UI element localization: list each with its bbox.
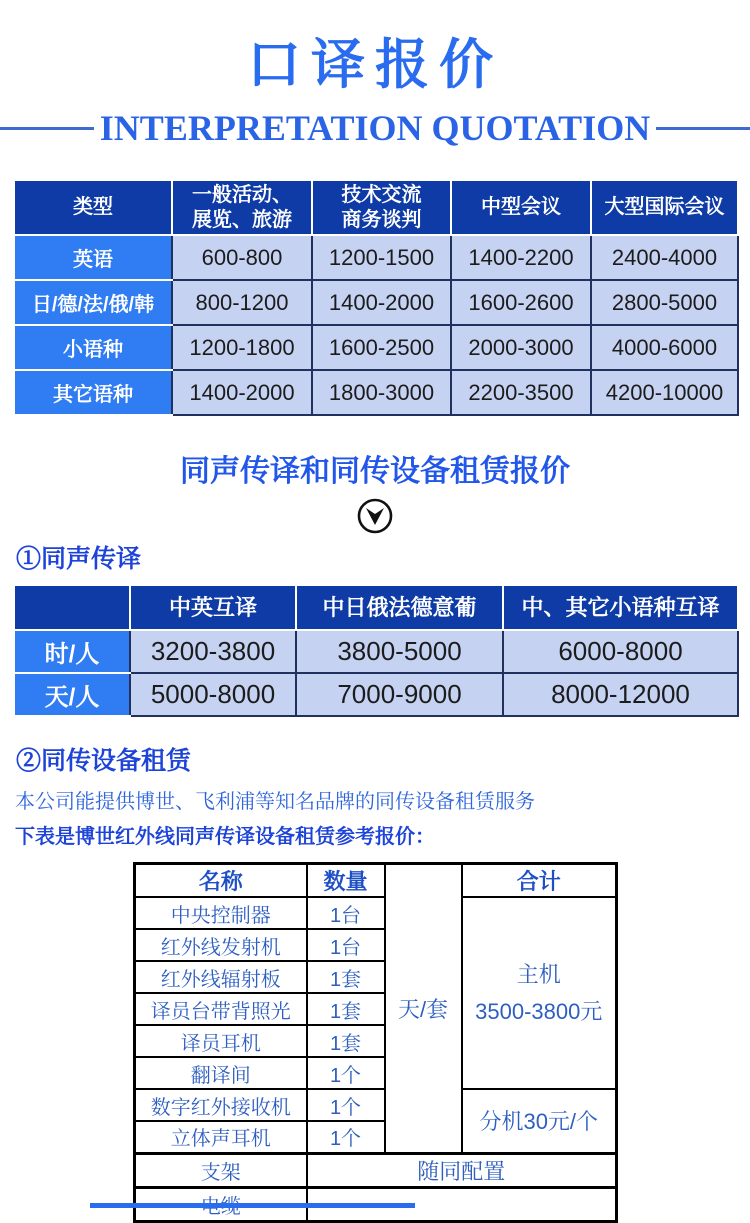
table-row <box>135 1089 617 1121</box>
price-cell: 1400-2000 <box>172 370 312 415</box>
table-header-row <box>14 585 738 630</box>
price-cell: 2400-4000 <box>591 235 738 280</box>
page-subtitle: INTERPRETATION QUOTATION <box>99 108 651 148</box>
subsection-title-equipment-rental: ②同传设备租赁 <box>16 747 192 775</box>
price-cell: 2800-5000 <box>591 280 738 325</box>
section-heading: 同声传译和同传设备租赁报价 <box>180 455 570 488</box>
item-name: 中央控制器 <box>135 897 307 929</box>
table-row <box>14 630 738 673</box>
unit-cell-day-per-set: 天/套 <box>385 864 462 1154</box>
header-cell-type: 类型 <box>14 180 172 235</box>
main-unit-price: 3500-3800元 <box>475 999 603 1024</box>
item-name: 红外线发射机 <box>135 929 307 961</box>
header-cell-cn-en: 中英互译 <box>130 585 296 630</box>
price-cell: 2000-3000 <box>451 325 591 370</box>
header-cell-total: 合计 <box>462 864 617 898</box>
item-quantity: 1套 <box>307 961 385 993</box>
item-quantity: 1个 <box>307 1121 385 1153</box>
main-unit-label: 主机 <box>516 961 561 987</box>
row-label-jp-de-fr-ru-kr: 日/德/法/俄/韩 <box>14 280 172 325</box>
equipment-table-caption: 下表是博世红外线同声传译设备租赁参考报价： <box>15 826 435 848</box>
quotation-page <box>0 22 750 1208</box>
price-cell: 2200-3500 <box>451 370 591 415</box>
table-row <box>14 235 738 280</box>
price-cell: 7000-9000 <box>296 673 503 716</box>
table-header-row <box>135 864 617 898</box>
header-cell-cn-minor: 中、其它小语种互译 <box>503 585 738 630</box>
right-divider-line <box>656 127 750 130</box>
equipment-rental-table <box>133 862 618 1223</box>
header-cell-cn-jp-ru-fr-de-it-pt: 中日俄法德意葡 <box>296 585 503 630</box>
table-row <box>14 280 738 325</box>
price-cell: 1600-2600 <box>451 280 591 325</box>
table-row <box>14 325 738 370</box>
item-quantity: 1台 <box>307 929 385 961</box>
row-label-per-hour: 时/人 <box>14 630 130 673</box>
price-cell: 1600-2500 <box>312 325 451 370</box>
price-cell: 1200-1500 <box>312 235 451 280</box>
header-cell-technical-exchange: 技术交流 商务谈判 <box>312 180 451 235</box>
row-label-english: 英语 <box>14 235 172 280</box>
header-cell-medium-conference: 中型会议 <box>451 180 591 235</box>
price-cell: 1800-3000 <box>312 370 451 415</box>
price-cell: 600-800 <box>172 235 312 280</box>
header-cell-name: 名称 <box>135 864 307 898</box>
price-cell: 5000-8000 <box>130 673 296 716</box>
row-label-per-day: 天/人 <box>14 673 130 716</box>
item-name: 立体声耳机 <box>135 1121 307 1153</box>
item-quantity: 1套 <box>307 1025 385 1057</box>
item-quantity: 1套 <box>307 993 385 1025</box>
price-cell: 8000-12000 <box>503 673 738 716</box>
item-name: 译员台带背照光 <box>135 993 307 1025</box>
item-name: 翻译间 <box>135 1057 307 1089</box>
header-cell-large-conference: 大型国际会议 <box>591 180 738 235</box>
price-cell: 800-1200 <box>172 280 312 325</box>
table-row-bracket <box>135 1153 617 1187</box>
price-cell: 3800-5000 <box>296 630 503 673</box>
subsection-title-simultaneous: ①同声传译 <box>16 545 142 573</box>
table-row <box>135 897 617 929</box>
row-label-other-languages: 其它语种 <box>14 370 172 415</box>
price-cell: 1200-1800 <box>172 325 312 370</box>
price-cell: 4200-10000 <box>591 370 738 415</box>
interpretation-price-table <box>13 179 739 416</box>
total-cell-main-unit <box>462 897 617 1089</box>
price-cell: 3200-3800 <box>130 630 296 673</box>
item-quantity: 1台 <box>307 897 385 929</box>
row-label-minor-languages: 小语种 <box>14 325 172 370</box>
left-divider-line <box>0 127 94 130</box>
table-row <box>14 673 738 716</box>
simultaneous-price-table <box>13 584 739 717</box>
item-quantity: 1个 <box>307 1089 385 1121</box>
price-cell: 6000-8000 <box>503 630 738 673</box>
header-cell-empty <box>14 585 130 630</box>
bracket-note: 随同配置 <box>307 1153 617 1187</box>
down-arrow-icon <box>0 497 750 537</box>
table-header-row <box>14 180 738 235</box>
page-title: 口译报价 <box>247 35 503 95</box>
header-cell-general-activity: 一般活动、 展览、旅游 <box>172 180 312 235</box>
subtitle-row <box>0 107 750 149</box>
item-name: 译员耳机 <box>135 1025 307 1057</box>
equipment-intro-text: 本公司能提供博世、飞利浦等知名品牌的同传设备租赁服务 <box>15 791 535 813</box>
price-cell: 1400-2000 <box>312 280 451 325</box>
item-quantity: 1个 <box>307 1057 385 1089</box>
header-cell-quantity: 数量 <box>307 864 385 898</box>
table-row <box>14 370 738 415</box>
item-name: 红外线辐射板 <box>135 961 307 993</box>
item-name: 支架 <box>135 1153 307 1187</box>
total-cell-receiver: 分机30元/个 <box>462 1089 617 1153</box>
bottom-accent-strip <box>90 1203 415 1208</box>
price-cell: 1400-2200 <box>451 235 591 280</box>
item-name: 数字红外接收机 <box>135 1089 307 1121</box>
price-cell: 4000-6000 <box>591 325 738 370</box>
